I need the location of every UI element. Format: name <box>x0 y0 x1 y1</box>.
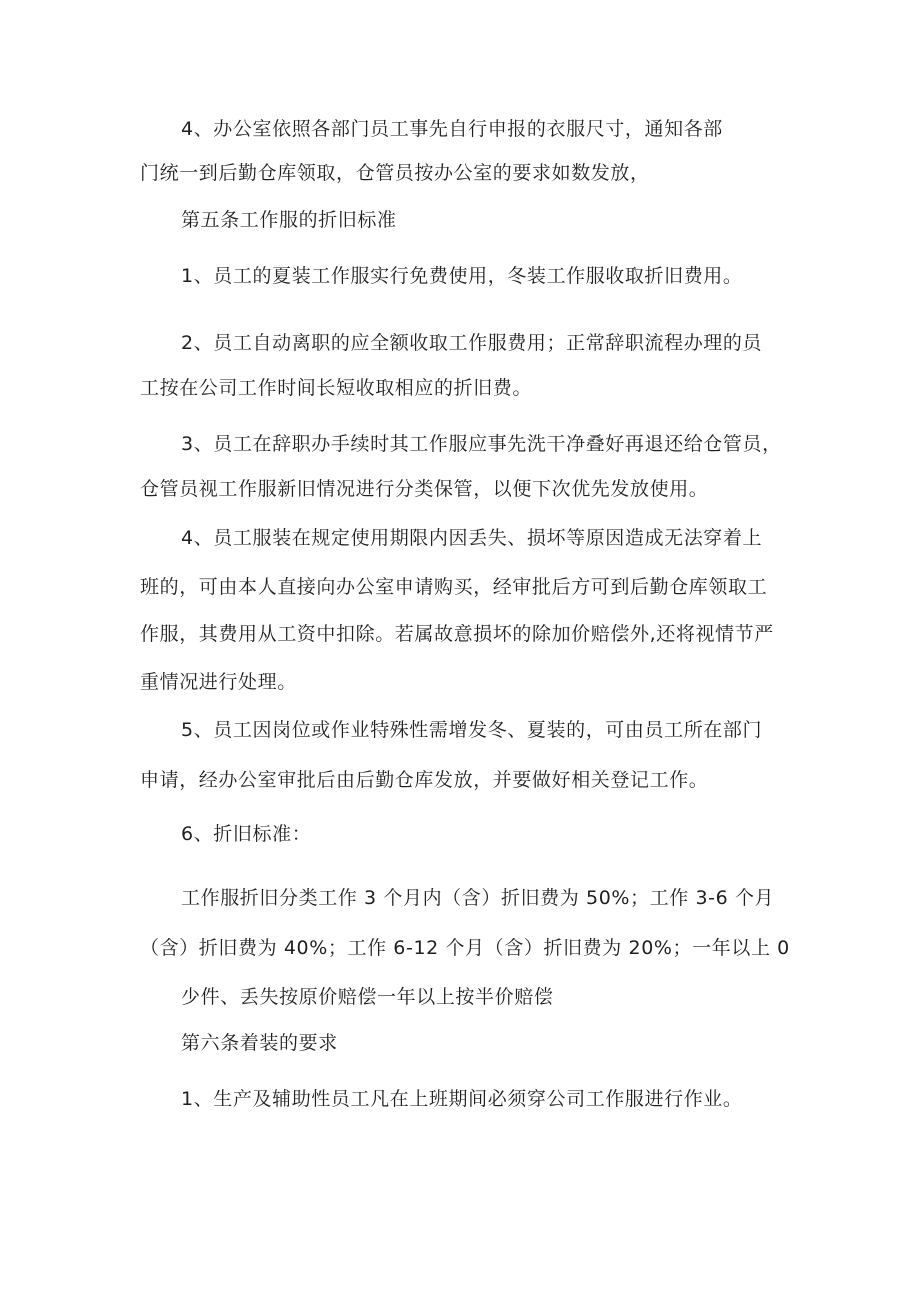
text-line: 3、员工在辞职办手续时其工作服应事先洗干净叠好再退还给仓管员， <box>181 433 782 455</box>
text-line: 班的，可由本人直接向办公室申请购买，经审批后方可到后勤仓库领取工 <box>140 576 768 598</box>
text-line: 工按在公司工作时间长短收取相应的折旧费。 <box>140 377 533 399</box>
text-line: 工作服折旧分类工作 3 个月内（含）折旧费为 50%；工作 3-6 个月 <box>181 887 775 909</box>
text-line: 2、员工自动离职的应全额收取工作服费用；正常辞职流程办理的员 <box>181 332 763 354</box>
text-line: 作服，其费用从工资中扣除。若属故意损坏的除加价赔偿外,还将视情节严 <box>140 623 774 645</box>
text-line: 门统一到后勤仓库领取，仓管员按办公室的要求如数发放， <box>140 162 650 184</box>
text-line: 1、员工的夏装工作服实行免费使用，冬装工作服收取折旧费用。 <box>181 265 743 287</box>
text-line: 少件、丢失按原价赔偿一年以上按半价赔偿 <box>181 986 554 1008</box>
text-line: 仓管员视工作服新旧情况进行分类保管，以便下次优先发放使用。 <box>140 478 709 500</box>
text-line: 5、员工因岗位或作业特殊性需增发冬、夏装的，可由员工所在部门 <box>181 719 763 741</box>
text-line: 重情况进行处理。 <box>140 671 297 693</box>
section-heading: 第五条工作服的折旧标准 <box>181 209 397 231</box>
text-line: 申请，经办公室审批后由后勤仓库发放，并要做好相关登记工作。 <box>140 769 709 791</box>
text-line: （含）折旧费为 40%；工作 6-12 个月（含）折旧费为 20%；一年以上 0 <box>140 937 790 959</box>
section-heading: 第六条着装的要求 <box>181 1032 338 1054</box>
text-line: 1、生产及辅助性员工凡在上班期间必须穿公司工作服进行作业。 <box>181 1088 743 1110</box>
text-line: 4、员工服装在规定使用期限内因丢失、损坏等原因造成无法穿着上 <box>181 527 763 549</box>
text-line: 6、折旧标准： <box>181 823 312 845</box>
text-line: 4、办公室依照各部门员工事先自行申报的衣服尺寸，通知各部 <box>181 118 723 140</box>
